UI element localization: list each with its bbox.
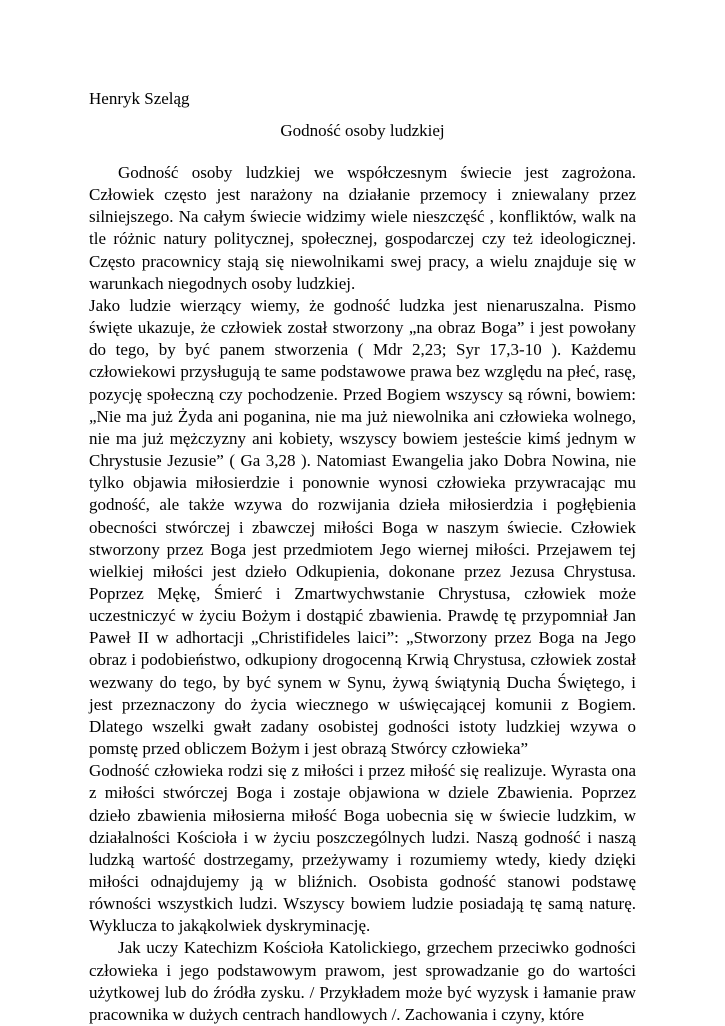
document-body [89,162,636,1026]
paragraph: Jak uczy Katechizm Kościoła Katolickiego, grzechem przeciwko godności człowieka i jego podstawowym prawom, jest sprowadzanie go do wartości użytkowej lub do źródła zysku. / Przykładem może być wyzysk i łamanie praw pracownika w dużych centrach handlowych /. Zachowania i czyny, które [89,938,636,1024]
paragraph: Godność człowieka rodzi się z miłości i przez miłość się realizuje. Wyrasta ona z miłości stwórczej Boga i zostaje objawiona w dziele Zbawienia. Poprzez dzieło zbawienia miłosierna miłość Boga uobecnia się w świecie ludzkim, w działalności Kościoła i w życiu poszczególnych ludzi. Naszą godność i naszą ludzką wartość dostrzegamy, przeżywamy i rozumiemy wtedy, kiedy dzięki miłości odnajdujemy ją w bliźnich. Osobista godność stanowi podstawę równości wszystkich ludzi. Wszyscy bowiem ludzie posiadają tę samą naturę. Wyklucza to jakąkolwiek dyskryminację. [89,761,636,936]
paragraph: Godność osoby ludzkiej we współczesnym świecie jest zagrożona. Człowiek często jest narażony na działanie przemocy i zniewalany przez silniejszego. Na całym świecie widzimy wiele nieszczęść , konfliktów, walk na tle różnic natury politycznej, społecznej, gospodarczej czy też ideologicznej. Często pracownicy stają się niewolnikami swej pracy, a wielu znajduje się w warunkach niegodnych osoby ludzkiej. [89,163,636,293]
paragraph: Jako ludzie wierzący wiemy, że godność ludzka jest nienaruszalna. Pismo święte ukazuje, że człowiek został stworzony „na obraz Boga” i jest powołany do tego, by być panem stworzenia ( Mdr 2,23; Syr 17,3-10 ). Każdemu człowiekowi przysługują te same podstawowe prawa bez względu na płeć, rasę, pozycję społeczną czy pochodzenie. Przed Bogiem wszyscy są równi, bowiem: „Nie ma już Żyda ani poganina, nie ma już niewolnika ani człowieka wolnego, nie ma już mężczyzny ani kobiety, wszyscy bowiem jesteście kimś jednym w Chrystusie Jezusie” ( Ga 3,28 ). Natomiast Ewangelia jako Dobra Nowina, nie tylko objawia miłosierdzie i ponownie wynosi człowieka przywracając mu godność, ale także wzywa do rozwijania dzieła miłosierdzia i pogłębienia obecności stwórczej i zbawczej miłości Boga w naszym świecie. Człowiek stworzony przez Boga jest przedmiotem Jego wiernej miłości. Przejawem tej wielkiej miłości jest dzieło Odkupienia, dokonane przez Jezusa Chrystusa. Poprzez Mękę, Śmierć i Zmartwychwstanie Chrystusa, człowiek może uczestniczyć w życiu Bożym i dostąpić zbawienia. Prawdę tę przypomniał Jan Paweł II w adhortacji „Christifideles laici”: „Stworzony przez Boga na Jego obraz i podobieństwo, odkupiony drogocenną Krwią Chrystusa, człowiek został wezwany do tego, by być synem w Synu, żywą świątynią Ducha Świętego, i jest przeznaczony do życia wiecznego w uświęcającej komunii z Bogiem. Dlatego wszelki gwałt zadany osobistej godności istoty ludzkiej wzywa o pomstę przed obliczem Bożym i jest obrazą Stwórcy człowieka” [89,295,636,759]
document-title: Godność osoby ludzkiej [280,121,445,140]
author-name: Henryk Szeląg [89,89,190,108]
